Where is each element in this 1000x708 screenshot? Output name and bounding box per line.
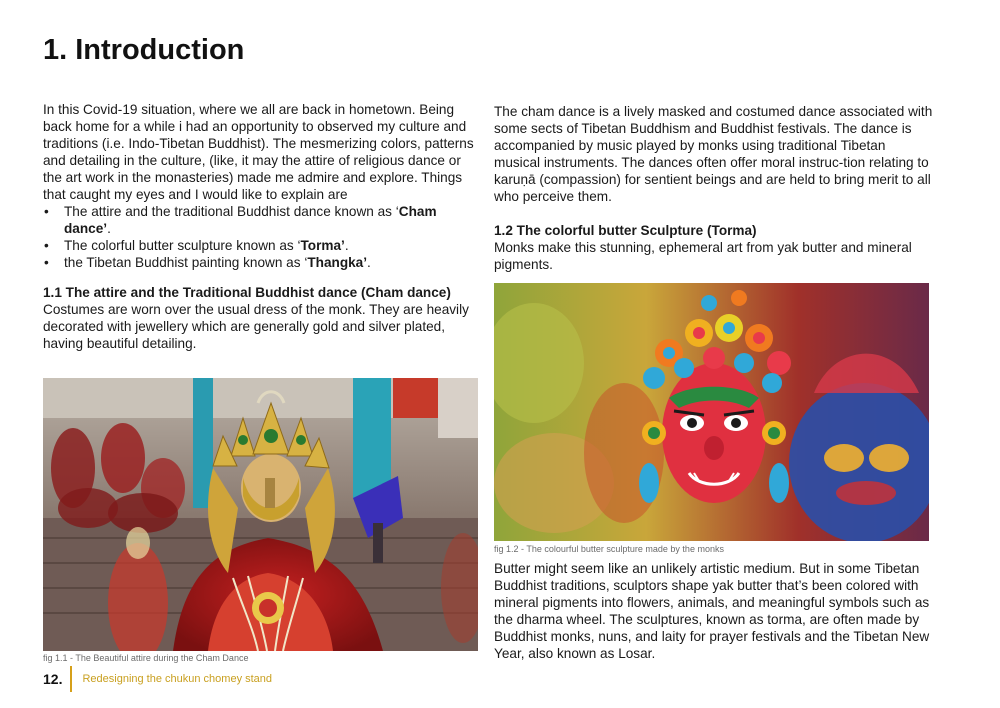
topics-list <box>43 203 483 271</box>
figure-1-2-caption: fig 1.2 - The colourful butter sculpture made by the monks <box>494 544 724 554</box>
section-1-1-text: Costumes are worn over the usual dress of the monk. They are heavily decorated with jewellery which are generally gold and silver plated, having beautiful detailing. <box>43 302 469 351</box>
footer-title: Redesigning the chukun chomey stand <box>82 673 273 685</box>
section-1-2-text: Monks make this stunning, ephemeral art from yak butter and mineral pigments. <box>494 240 912 272</box>
footer-divider <box>70 666 72 692</box>
list-item: • the Tibetan Buddhist painting known as ‘Thangka’. <box>43 254 483 271</box>
torma-sculpture-photo <box>494 283 929 541</box>
torma-paragraph <box>494 560 934 662</box>
cham-dance-photo <box>43 378 478 651</box>
section-heading-1-1: 1.1 The attire and the Traditional Buddhist dance (Cham dance) <box>43 285 451 300</box>
page-footer <box>43 666 272 692</box>
figure-1-1-caption: fig 1.1 - The Beautiful attire during the Cham Dance <box>43 653 249 663</box>
right-column <box>494 103 934 273</box>
page-title: 1. Introduction <box>43 34 245 66</box>
intro-paragraph: In this Covid-19 situation, where we all are back in hometown. Being back home for a while i had an opportunity to observed my culture and traditions (i.e. Indo-Tibetan Buddhist). The mesmerizing colors, patterns and detailing in the culture, (like, it may the attire of religious dance or the art work in the monasteries) made me admire and explore. Things that caught my eyes and I would like to explain are <box>43 102 474 202</box>
list-item: • The colorful butter sculpture known as ‘Torma’. <box>43 237 483 254</box>
left-column <box>43 101 483 352</box>
cham-paragraph: The cham dance is a lively masked and costumed dance associated with some sects of Tibetan Buddhism and Buddhist festivals. The dance is accompanied by music played by monks using traditional Tibetan musical instruments. The dances often offer moral instruc-tion relating to karuṇā (compassion) for sentient beings and are held to bring merit to all who perceive them. <box>494 104 933 204</box>
list-item: • The attire and the traditional Buddhist dance known as ‘Cham dance’. <box>43 203 483 237</box>
section-heading-1-2: 1.2 The colorful butter Sculpture (Torma) <box>494 223 757 238</box>
page-number: 12. <box>43 671 63 687</box>
torma-text: Butter might seem like an unlikely artistic medium. But in some Tibetan Buddhist traditions, sculptors shape yak butter that’s been colored with mineral pigments into flowers, animals, and meaningful symbols such as the dharma wheel. The sculptures, known as torma, are often made by Buddhist monks, nuns, and laity for prayer festivals and the Tibetan New Year, also known as Losar. <box>494 561 930 661</box>
